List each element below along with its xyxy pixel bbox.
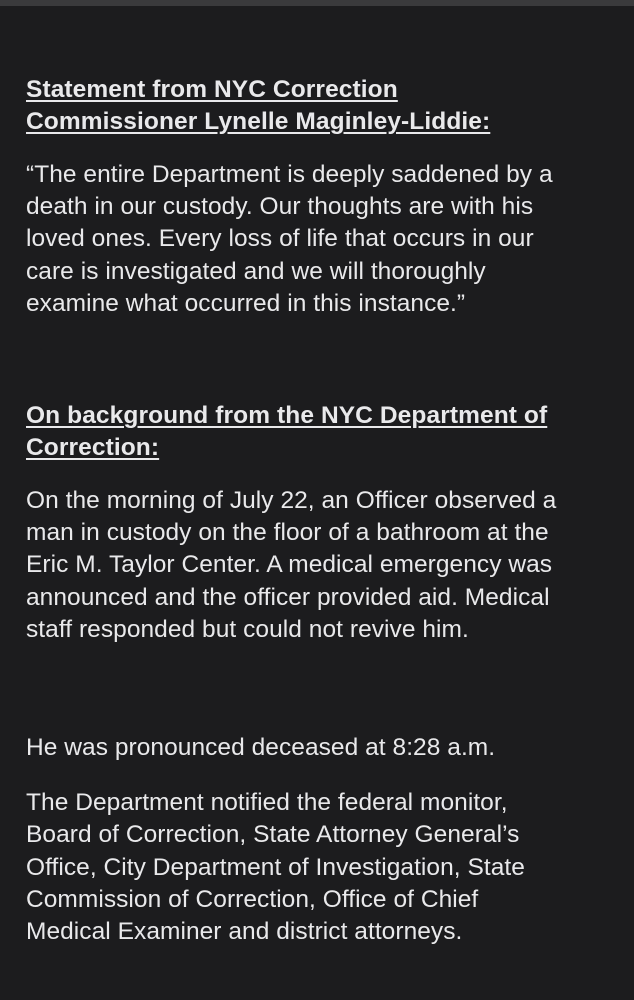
incident-line: announced and the officer provided aid. Medical [26,583,550,611]
quote-line: care is investigated and we will thoroughly [26,257,486,285]
top-edge-divider [0,0,634,6]
statement-heading [26,74,616,138]
statement-heading-line: Statement from NYC Correction [26,76,398,103]
notification-line: The Department notified the federal monitor, [26,789,508,817]
incident-line: On the morning of July 22, an Officer observed a [26,487,557,515]
background-heading-line: On background from the NYC Department of [26,402,548,430]
incident-paragraph [26,485,616,646]
statement-document [26,74,616,948]
quote-line: examine what occurred in this instance.” [26,289,466,317]
incident-line: man in custody on the floor of a bathroom at the [26,519,549,547]
quote-line: loved ones. Every loss of life that occurs in our [26,225,534,253]
notification-line: Board of Correction, State Attorney General’s [26,821,520,849]
quote-line: “The entire Department is deeply saddened by a [26,161,553,188]
incident-line: Eric M. Taylor Center. A medical emergency was [26,551,553,579]
incident-line: staff responded but could not revive him. [26,615,469,643]
statement-heading-line: Commissioner Lynelle Maginley-Liddie: [26,108,491,135]
notification-line: Commission of Correction, Office of Chief [26,885,479,913]
quote-line: death in our custody. Our thoughts are with his [26,193,534,221]
notification-paragraph [26,787,616,948]
pronounced-deceased-paragraph: He was pronounced deceased at 8:28 a.m. [26,734,496,762]
notification-line: Office, City Department of Investigation, State [26,853,525,881]
notification-line: Medical Examiner and district attorneys. [26,918,463,946]
background-heading [26,400,616,464]
commissioner-quote [26,159,616,320]
background-heading-line: Correction: [26,434,160,462]
